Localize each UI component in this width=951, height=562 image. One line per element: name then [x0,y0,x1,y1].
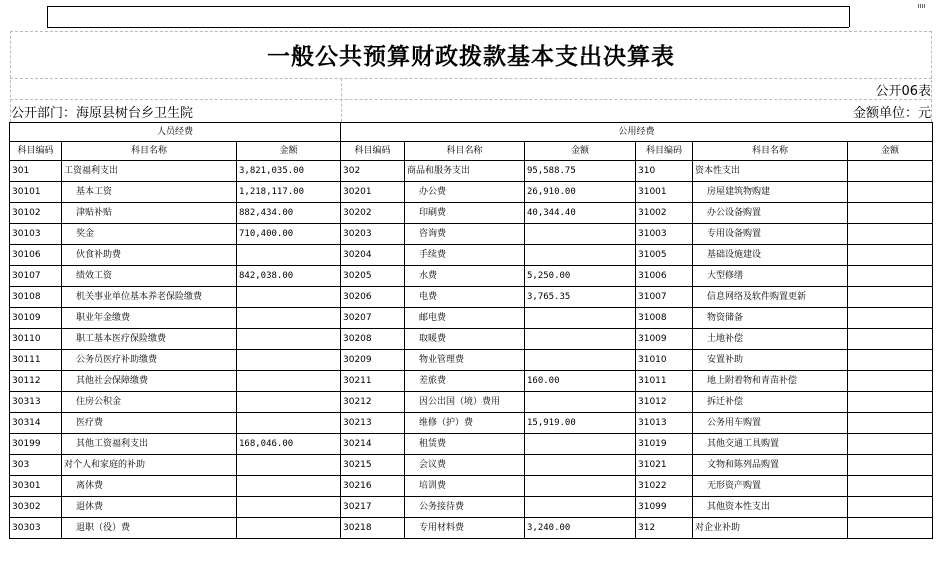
subject-name-cell: 基本工资 [62,182,237,203]
report-title: 一般公共预算财政拨款基本支出决算表 [267,44,675,70]
table-number: 公开06表 [875,84,931,99]
amount-cell: 40,344.40 [525,203,636,224]
subject-name-cell: 离休费 [62,476,237,497]
table-row [10,392,933,413]
subject-code-cell: 30207 [341,308,405,329]
subject-code-cell: 30314 [10,413,62,434]
amount-cell [237,371,341,392]
subject-name-cell: 地上附着物和青苗补偿 [693,371,848,392]
table-row [10,350,933,371]
amount-cell: 168,046.00 [237,434,341,455]
subject-name-cell: 其他社会保障缴费 [62,371,237,392]
subject-code-cell: 30203 [341,224,405,245]
subject-code-cell: 31099 [636,497,693,518]
subject-code-cell: 30313 [10,392,62,413]
gridline [10,99,932,100]
subject-code-cell: 30108 [10,287,62,308]
subject-code-cell: 31022 [636,476,693,497]
subject-name-cell: 绩效工资 [62,266,237,287]
subject-name-cell: 电费 [405,287,525,308]
amount-cell [237,392,341,413]
subject-name-cell: 其他交通工具购置 [693,434,848,455]
amount-cell [848,308,933,329]
subject-name-cell: 安置补助 [693,350,848,371]
subject-name-cell: 工资福利支出 [62,161,237,182]
subject-name-cell: 对企业补助 [693,518,848,539]
subject-code-cell: 30201 [341,182,405,203]
amount-cell [525,329,636,350]
amount-cell [525,224,636,245]
table-row [10,161,933,182]
subject-code-cell: 30111 [10,350,62,371]
subject-name-cell: 公务接待费 [405,497,525,518]
subject-code-cell: 30109 [10,308,62,329]
subject-code-cell: 30214 [341,434,405,455]
subject-name-cell: 职工基本医疗保险缴费 [62,329,237,350]
amount-cell [848,518,933,539]
subject-code-cell: 31019 [636,434,693,455]
subject-code-cell: 312 [636,518,693,539]
subject-name-cell: 机关事业单位基本养老保险缴费 [62,287,237,308]
subject-code-cell: 30301 [10,476,62,497]
subject-name-cell: 物业管理费 [405,350,525,371]
subject-name-cell: 职业年金缴费 [62,308,237,329]
group-personnel: 人员经费 [10,123,341,142]
table-row [10,266,933,287]
amount-cell [848,182,933,203]
amount-cell: 5,250.00 [525,266,636,287]
subject-code-cell: 31010 [636,350,693,371]
expenditure-table [9,122,933,539]
subject-name-cell: 专用设备购置 [693,224,848,245]
table-row [10,455,933,476]
subject-name-cell: 公务员医疗补助缴费 [62,350,237,371]
subject-code-cell: 30302 [10,497,62,518]
subject-code-cell: 30103 [10,224,62,245]
table-row [10,413,933,434]
subject-code-cell: 31006 [636,266,693,287]
amount-cell [525,308,636,329]
subject-name-cell: 水费 [405,266,525,287]
amount-cell [237,476,341,497]
subject-code-cell: 30206 [341,287,405,308]
table-row [10,476,933,497]
toolbar-top-border [47,6,849,7]
subject-name-cell: 公务用车购置 [693,413,848,434]
subject-name-cell: 咨询费 [405,224,525,245]
amount-cell [237,518,341,539]
gridline [931,31,932,122]
subject-name-cell: 土地补偿 [693,329,848,350]
subject-code-cell: 31001 [636,182,693,203]
column-header-row [10,142,933,161]
amount-cell [525,350,636,371]
group-header-row [10,123,933,142]
subject-code-cell: 31008 [636,308,693,329]
amount-cell: 3,821,035.00 [237,161,341,182]
subject-name-cell: 医疗费 [62,413,237,434]
amount-cell [848,224,933,245]
subject-name-cell: 取暖费 [405,329,525,350]
subject-code-cell: 30205 [341,266,405,287]
amount-cell [848,455,933,476]
table-row [10,287,933,308]
subject-name-cell: 印刷费 [405,203,525,224]
table-row [10,434,933,455]
col-header-code: 科目编码 [341,142,405,161]
amount-cell [237,329,341,350]
amount-cell [237,497,341,518]
subject-name-cell: 其他资本性支出 [693,497,848,518]
subject-code-cell: 30218 [341,518,405,539]
col-header-name: 科目名称 [693,142,848,161]
amount-cell: 882,434.00 [237,203,341,224]
col-header-amount: 金额 [237,142,341,161]
amount-cell [237,455,341,476]
subject-code-cell: 30215 [341,455,405,476]
subject-code-cell: 30217 [341,497,405,518]
amount-cell [525,497,636,518]
table-row [10,497,933,518]
amount-cell: 15,919.00 [525,413,636,434]
toolbar-right-edge [849,6,850,27]
subject-code-cell: 30211 [341,371,405,392]
col-header-amount: 金额 [848,142,933,161]
table-row [10,245,933,266]
table-row [10,371,933,392]
amount-cell [525,245,636,266]
subject-code-cell: 302 [341,161,405,182]
amount-cell [848,434,933,455]
table-row [10,224,933,245]
subject-name-cell: 商品和服务支出 [405,161,525,182]
subject-name-cell: 会议费 [405,455,525,476]
amount-cell [848,476,933,497]
col-header-name: 科目名称 [62,142,237,161]
amount-cell [848,413,933,434]
subject-name-cell: 物资储备 [693,308,848,329]
subject-code-cell: 31012 [636,392,693,413]
subject-name-cell: 基础设施建设 [693,245,848,266]
subject-name-cell: 因公出国（境）费用 [405,392,525,413]
amount-cell [237,413,341,434]
col-header-name: 科目名称 [405,142,525,161]
subject-code-cell: 31013 [636,413,693,434]
amount-cell [525,455,636,476]
amount-cell [237,287,341,308]
amount-cell [848,245,933,266]
subject-code-cell: 303 [10,455,62,476]
amount-cell [525,434,636,455]
subject-name-cell: 对个人和家庭的补助 [62,455,237,476]
amount-cell [848,287,933,308]
subject-name-cell: 维修（护）费 [405,413,525,434]
amount-cell [848,392,933,413]
amount-cell [237,308,341,329]
subject-name-cell: 信息网络及软件购置更新 [693,287,848,308]
subject-name-cell: 拆迁补偿 [693,392,848,413]
subject-code-cell: 30106 [10,245,62,266]
subject-name-cell: 租赁费 [405,434,525,455]
subject-name-cell: 手续费 [405,245,525,266]
subject-name-cell: 退休费 [62,497,237,518]
amount-cell: 26,910.00 [525,182,636,203]
amount-cell: 1,218,117.00 [237,182,341,203]
subject-name-cell: 资本性支出 [693,161,848,182]
subject-code-cell: 30101 [10,182,62,203]
amount-cell [525,392,636,413]
subject-code-cell: 30213 [341,413,405,434]
amount-cell: 842,038.00 [237,266,341,287]
subject-name-cell: 无形资产购置 [693,476,848,497]
subject-name-cell: 伙食补助费 [62,245,237,266]
unit-label: 金额单位：元 [852,106,931,121]
amount-cell: 710,400.00 [237,224,341,245]
table-row [10,329,933,350]
amount-cell: 3,765.35 [525,287,636,308]
subject-name-cell: 住房公积金 [62,392,237,413]
amount-cell: 95,588.75 [525,161,636,182]
amount-cell: 160.00 [525,371,636,392]
amount-cell [848,329,933,350]
table-row [10,308,933,329]
sheet-top-gridline [10,31,932,32]
toolbar-bottom-border [47,27,849,28]
subject-name-cell: 办公费 [405,182,525,203]
col-header-amount: 金额 [525,142,636,161]
subject-code-cell: 31002 [636,203,693,224]
amount-cell [848,350,933,371]
subject-code-cell: 31005 [636,245,693,266]
subject-code-cell: 30110 [10,329,62,350]
col-header-code: 科目编码 [636,142,693,161]
subject-name-cell: 培训费 [405,476,525,497]
subject-code-cell: 301 [10,161,62,182]
amount-cell [237,245,341,266]
amount-cell [525,476,636,497]
subject-name-cell: 差旅费 [405,371,525,392]
department-label: 公开部门：海原县树台乡卫生院 [11,106,194,121]
amount-cell [848,161,933,182]
subject-code-cell: 31011 [636,371,693,392]
table-row [10,203,933,224]
corner-marker [918,4,926,8]
subject-code-cell: 30202 [341,203,405,224]
subject-code-cell: 30216 [341,476,405,497]
subject-name-cell: 房屋建筑物购建 [693,182,848,203]
subject-name-cell: 邮电费 [405,308,525,329]
amount-cell [848,497,933,518]
subject-name-cell: 专用材料费 [405,518,525,539]
subject-name-cell: 文物和陈列品购置 [693,455,848,476]
subject-code-cell: 30209 [341,350,405,371]
group-public: 公用经费 [341,123,933,142]
subject-code-cell: 30102 [10,203,62,224]
gridline [10,78,932,79]
amount-cell [848,203,933,224]
subject-code-cell: 30303 [10,518,62,539]
amount-cell [237,350,341,371]
subject-code-cell: 30107 [10,266,62,287]
subject-name-cell: 奖金 [62,224,237,245]
subject-code-cell: 310 [636,161,693,182]
subject-name-cell: 退职（役）费 [62,518,237,539]
subject-code-cell: 31007 [636,287,693,308]
subject-code-cell: 31003 [636,224,693,245]
col-header-code: 科目编码 [10,142,62,161]
subject-code-cell: 30208 [341,329,405,350]
amount-cell [848,371,933,392]
toolbar-left-edge [47,6,48,27]
table-row [10,518,933,539]
gridline [341,78,342,122]
subject-code-cell: 30199 [10,434,62,455]
subject-code-cell: 31009 [636,329,693,350]
subject-code-cell: 30212 [341,392,405,413]
subject-name-cell: 其他工资福利支出 [62,434,237,455]
amount-cell: 3,240.00 [525,518,636,539]
amount-cell [848,266,933,287]
subject-name-cell: 津贴补贴 [62,203,237,224]
table-row [10,182,933,203]
subject-name-cell: 办公设备购置 [693,203,848,224]
subject-name-cell: 大型修缮 [693,266,848,287]
subject-code-cell: 30112 [10,371,62,392]
subject-code-cell: 30204 [341,245,405,266]
subject-code-cell: 31021 [636,455,693,476]
